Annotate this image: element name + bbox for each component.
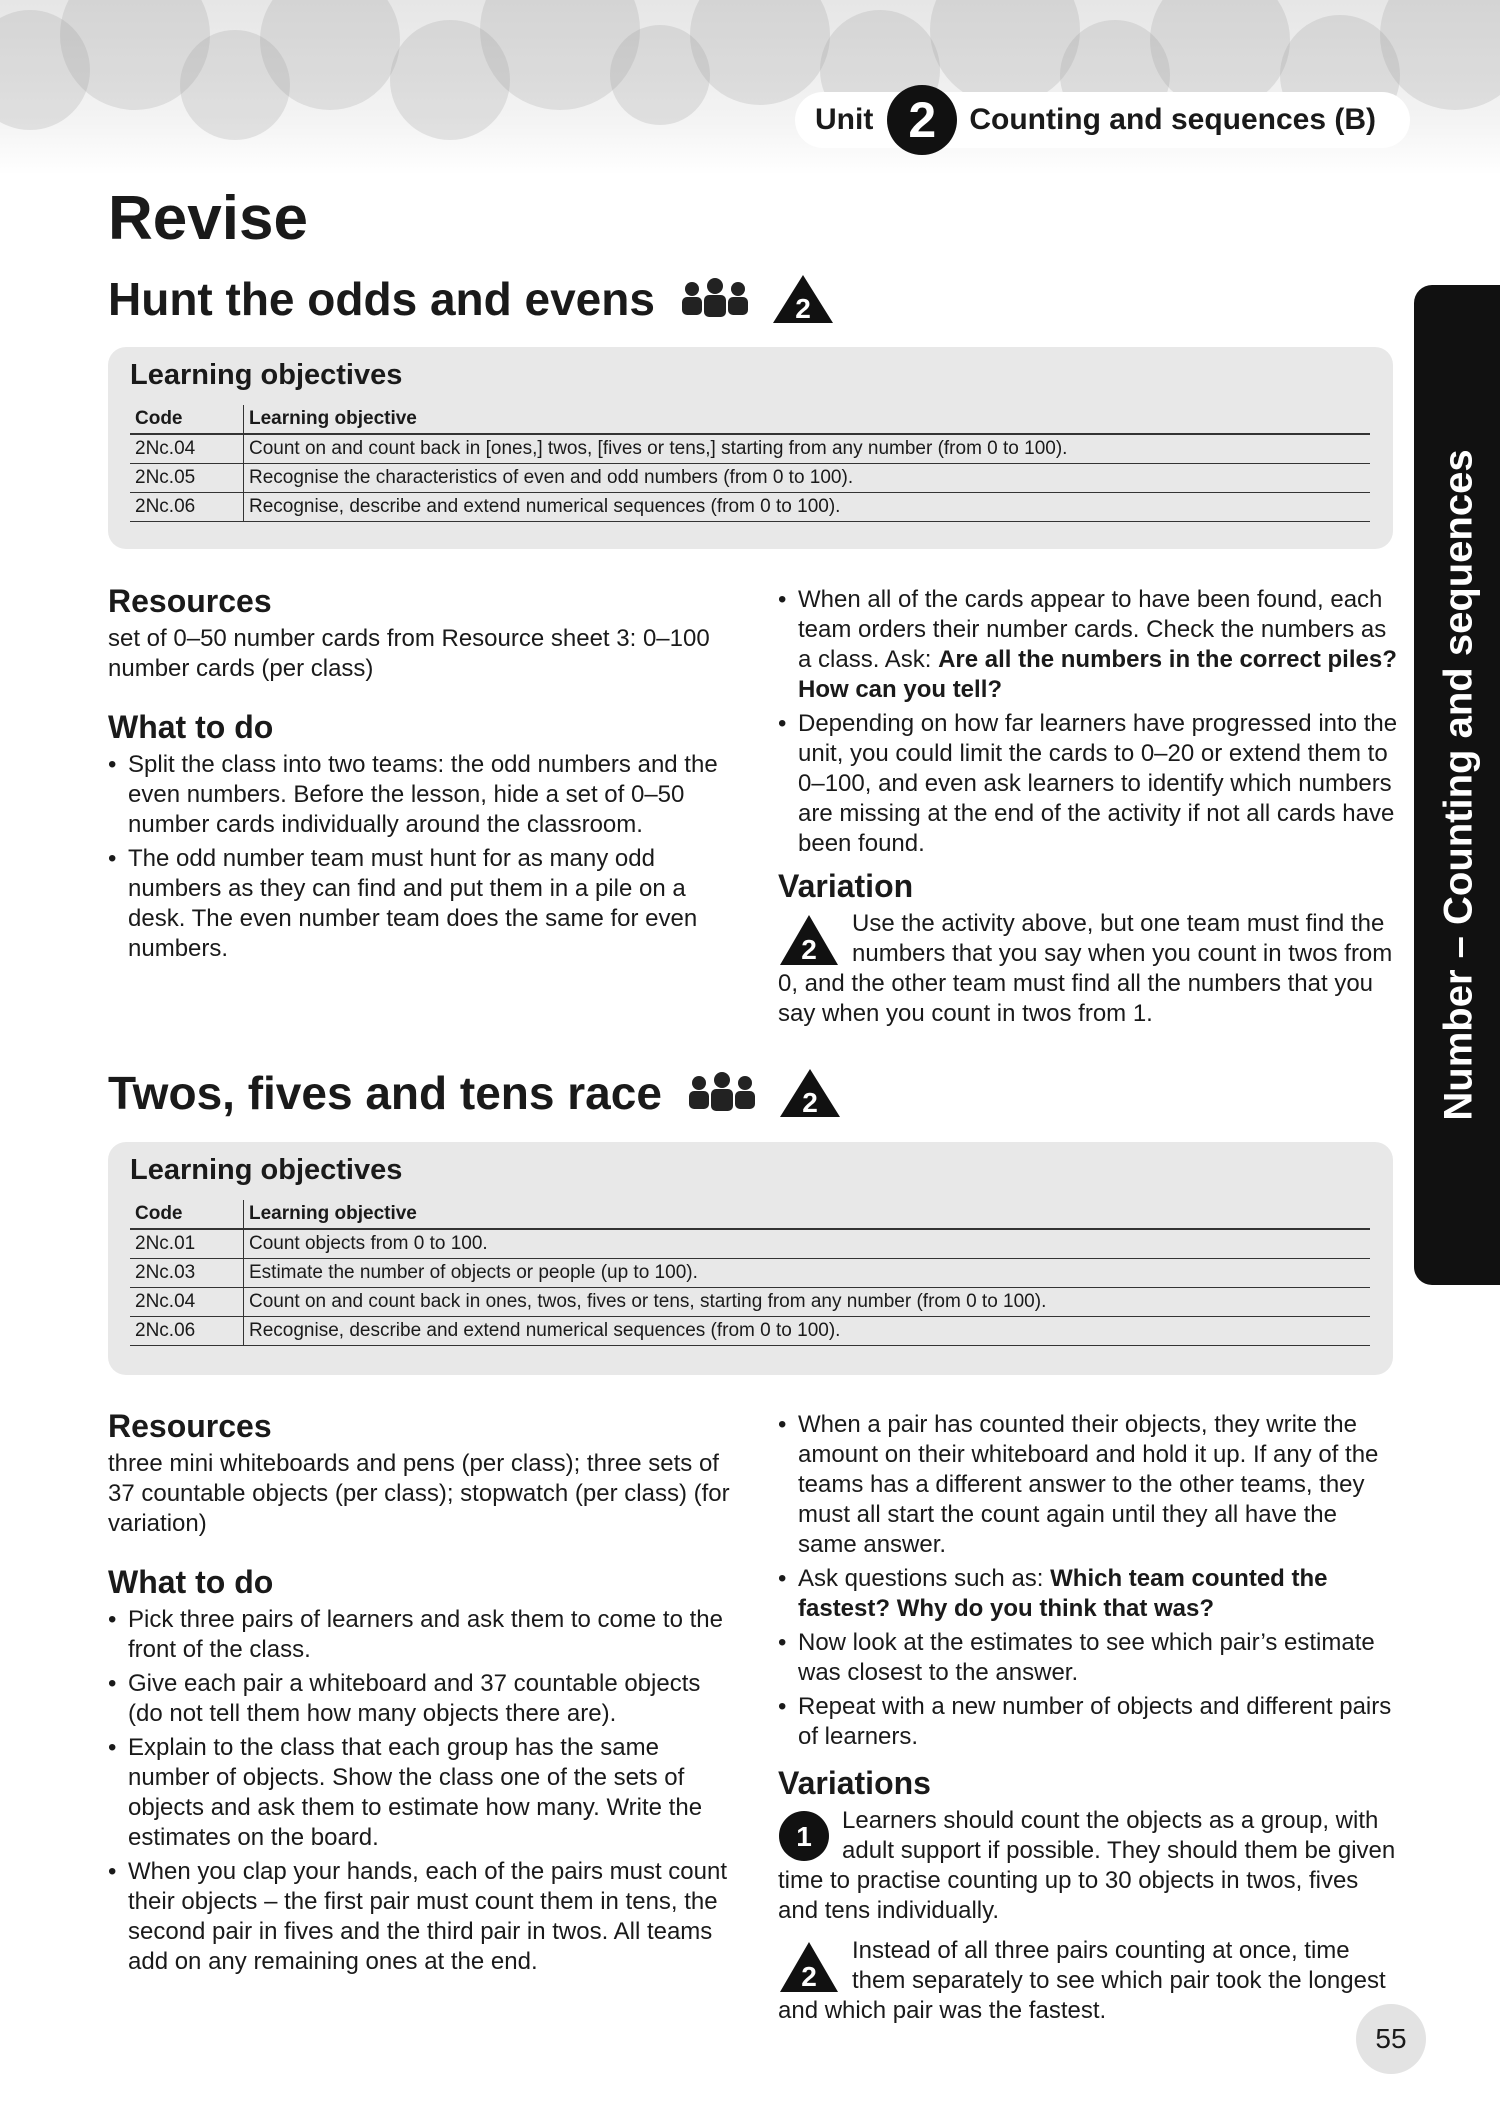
column-header-objective: Learning objective: [244, 1200, 1371, 1229]
list-item: • Explain to the class that each group has the same number of objects. Show the class one of the sets of objects and ask them to estimate how many. Write the estimates on the board.: [108, 1733, 733, 1853]
section-side-tab: [1414, 285, 1500, 1285]
steps-list: [778, 1410, 1398, 1752]
svg-text:2: 2: [795, 293, 811, 324]
what-to-do-list: [108, 750, 733, 964]
level-2-triangle-icon: [778, 1067, 842, 1119]
item-question: Which team counted the fastest? Why do you think that was?: [798, 1565, 1328, 1622]
what-to-do-list: [108, 1605, 733, 1977]
column-header-objective: Learning objective: [244, 405, 1371, 434]
table-header-row: [130, 1200, 1370, 1229]
activity-title-text: Twos, fives and tens race: [108, 1067, 662, 1119]
learning-objectives-table: [130, 1200, 1370, 1346]
objective-text: Recognise, describe and extend numerical sequences (from 0 to 100).: [244, 493, 1371, 522]
table-row: [130, 1229, 1370, 1259]
left-column: [108, 1407, 733, 1977]
level-1-circle-icon: [778, 1810, 830, 1862]
list-item: [778, 585, 1398, 705]
section-side-tab-label: Number – Counting and sequences: [1436, 449, 1481, 1121]
activity-title: [108, 1066, 842, 1120]
list-item: [778, 1692, 1398, 1752]
level-2-triangle-icon: [778, 1940, 840, 1994]
objective-text: Recognise, describe and extend numerical sequences (from 0 to 100).: [244, 1317, 1371, 1346]
item-text: Now look at the estimates to see which pair’s estimate was closest to the answer.: [798, 1629, 1375, 1686]
unit-title: Counting and sequences (B): [969, 103, 1377, 136]
unit-badge: [795, 92, 1410, 148]
list-item: [778, 1410, 1398, 1560]
level-2-triangle-icon: [771, 273, 835, 325]
right-column: [778, 1410, 1398, 2026]
list-item: [778, 1628, 1398, 1688]
page-title: Revise: [108, 184, 308, 253]
objective-code: 2Nc.04: [130, 1288, 244, 1317]
resources-text: three mini whiteboards and pens (per class); three sets of 37 countable objects (per class); stopwatch (per class) (for variation): [108, 1450, 730, 1537]
objective-code: 2Nc.01: [130, 1229, 244, 1259]
objective-code: 2Nc.06: [130, 1317, 244, 1346]
objective-text: Count on and count back in ones, twos, fives or tens, starting from any number (from 0 to 100).: [244, 1288, 1371, 1317]
list-item: [778, 709, 1398, 859]
learning-objectives-table: [130, 405, 1370, 522]
objective-code: 2Nc.05: [130, 464, 244, 493]
table-row: [130, 1288, 1370, 1317]
header-banner: [0, 0, 1500, 175]
variation-text: Use the activity above, but one team must find the numbers that you say when you count in twos from 0, and the other team must find all the numbers that you say when you count in twos from 1.: [778, 910, 1393, 1027]
objective-text: Recognise the characteristics of even and odd numbers (from 0 to 100).: [244, 464, 1371, 493]
left-column: [108, 582, 733, 964]
item-text: Ask questions such as:: [798, 1565, 1051, 1592]
activity-title: [108, 272, 835, 326]
variation-text: Instead of all three pairs counting at once, time them separately to see which pair took the longest and which pair was the fastest.: [778, 1937, 1386, 2024]
group-icon: [677, 277, 753, 321]
unit-number: 2: [887, 85, 957, 155]
learning-objectives-heading: Learning objectives: [130, 359, 403, 391]
right-column: [778, 585, 1398, 1029]
variation-heading: Variation: [778, 868, 914, 904]
column-header-code: Code: [130, 1200, 244, 1229]
group-icon: [684, 1071, 760, 1115]
item-question: Are all the numbers in the correct piles? How can you tell?: [798, 646, 1397, 703]
what-to-do-heading: What to do: [108, 709, 274, 745]
table-row: [130, 1259, 1370, 1288]
list-item: • Split the class into two teams: the odd numbers and the even numbers. Before the lesson, hide a set of 0–50 number cards individually around the classroom.: [108, 750, 733, 840]
table-row: [130, 493, 1370, 522]
svg-text:2: 2: [801, 1961, 817, 1992]
table-row: [130, 464, 1370, 493]
objective-text: Estimate the number of objects or people (up to 100).: [244, 1259, 1371, 1288]
what-to-do-heading: What to do: [108, 1564, 274, 1600]
item-text: When a pair has counted their objects, they write the amount on their whiteboard and hold it up. If any of the teams has a different answer to the other teams, they must all start the count again until they all have the same answer.: [798, 1411, 1379, 1558]
list-item: • When you clap your hands, each of the pairs must count their objects – the first pair must count them in tens, the second pair in fives and the third pair in twos. All teams add on any remaining ones at the end.: [108, 1857, 733, 1977]
unit-label: Unit: [815, 103, 874, 136]
learning-objectives-box: [108, 347, 1393, 549]
variation: [778, 1806, 1398, 1926]
item-text: Repeat with a new number of objects and different pairs of learners.: [798, 1693, 1392, 1750]
list-item: • The odd number team must hunt for as many odd numbers as they can find and put them in a pile on a desk. The even number team does the same for even numbers.: [108, 844, 733, 964]
objective-text: Count on and count back in [ones,] twos, [fives or tens,] starting from any number (from 0 to 100).: [244, 434, 1371, 464]
variation: [778, 909, 1398, 1029]
level-2-triangle-icon: [778, 913, 840, 967]
variations-heading: Variations: [778, 1765, 931, 1801]
table-row: [130, 1317, 1370, 1346]
svg-text:2: 2: [801, 934, 817, 965]
learning-objectives-heading: Learning objectives: [130, 1154, 403, 1186]
activity-title-text: Hunt the odds and evens: [108, 273, 655, 325]
table-header-row: [130, 405, 1370, 434]
resources-heading: Resources: [108, 1408, 272, 1444]
table-row: [130, 434, 1370, 464]
item-text: When all of the cards appear to have been found, each team orders their number cards. Check the numbers as a class. Ask:: [798, 586, 1387, 673]
objective-code: 2Nc.03: [130, 1259, 244, 1288]
column-header-code: Code: [130, 405, 244, 434]
item-text: Depending on how far learners have progressed into the unit, you could limit the cards to 0–20 or extend them to 0–100, and even ask learners to identify which numbers are missing at the end of the activity if not all cards have been found.: [798, 710, 1398, 857]
list-item: • Pick three pairs of learners and ask them to come to the front of the class.: [108, 1605, 733, 1665]
steps-list: [778, 585, 1398, 859]
objective-text: Count objects from 0 to 100.: [244, 1229, 1371, 1259]
objective-code: 2Nc.06: [130, 493, 244, 522]
page-number: 55: [1356, 2004, 1426, 2074]
learning-objectives-box: [108, 1142, 1393, 1375]
resources-text: set of 0–50 number cards from Resource sheet 3: 0–100 number cards (per class): [108, 625, 710, 682]
resources-heading: Resources: [108, 583, 272, 619]
svg-text:2: 2: [802, 1087, 818, 1118]
variation-text: Learners should count the objects as a group, with adult support if possible. They should them be given time to practise counting up to 30 objects in twos, fives and tens individually.: [778, 1807, 1396, 1924]
variation: [778, 1936, 1398, 2026]
list-item: [778, 1564, 1398, 1624]
svg-text:1: 1: [796, 1821, 812, 1852]
objective-code: 2Nc.04: [130, 434, 244, 464]
list-item: • Give each pair a whiteboard and 37 countable objects (do not tell them how many objects there are).: [108, 1669, 733, 1729]
